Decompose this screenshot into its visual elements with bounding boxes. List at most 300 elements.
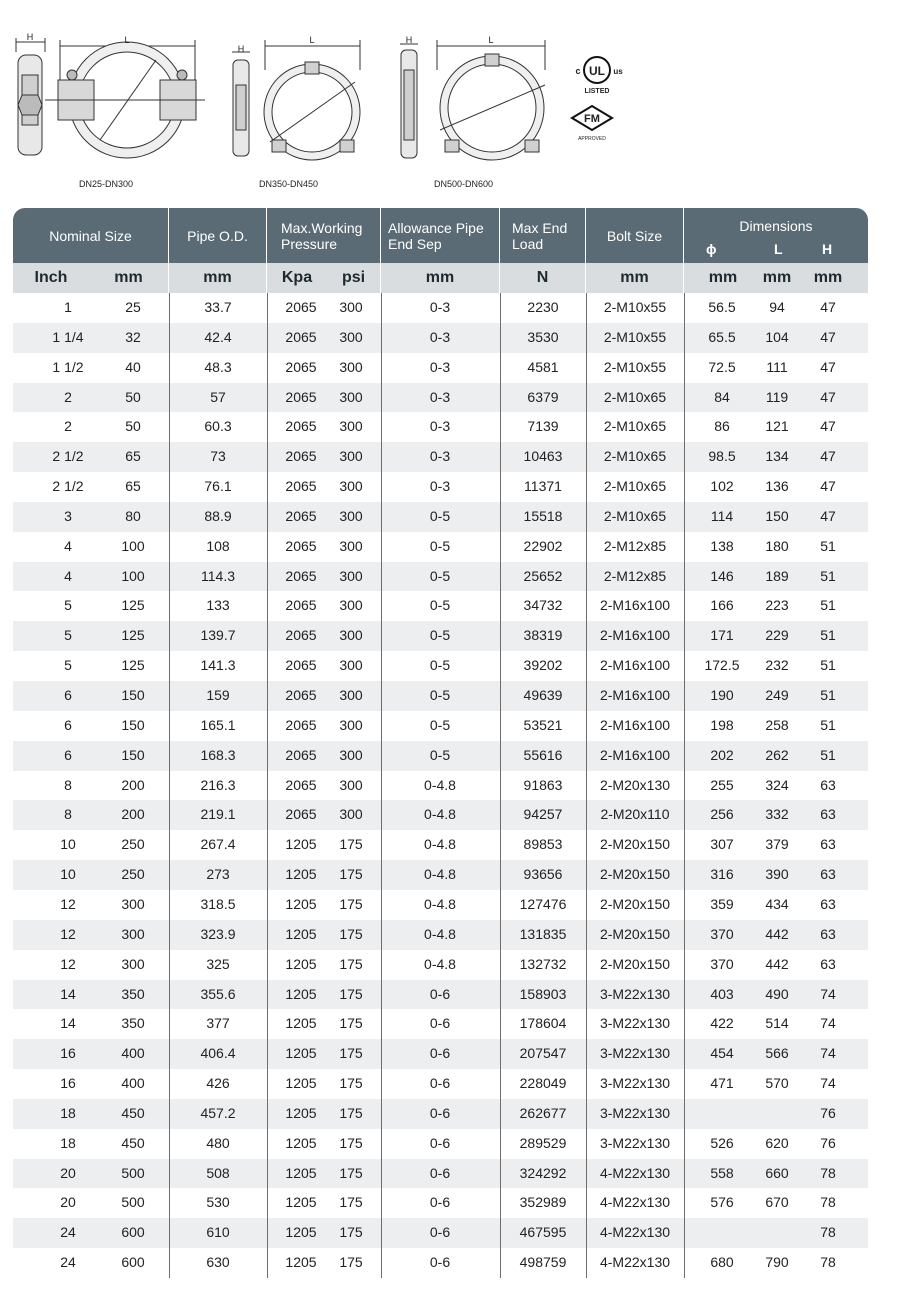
cell-kpa: 1205 <box>285 866 317 883</box>
cell-end-load: 93656 <box>523 866 563 883</box>
cell-dim-h: 47 <box>820 478 836 495</box>
cell-mm: 100 <box>121 537 145 554</box>
drawing-3-side-view <box>400 44 418 158</box>
cell-allowance: 0-6 <box>429 985 451 1002</box>
table-row <box>13 711 868 741</box>
cell-dim-h: 63 <box>820 776 836 793</box>
cell-end-load: 262677 <box>519 1104 567 1121</box>
cell-kpa: 1205 <box>285 1104 317 1121</box>
cell-dim-h: 74 <box>820 1075 836 1092</box>
cell-inch: 6 <box>64 746 72 763</box>
cell-end-load: 10463 <box>523 448 563 465</box>
cell-end-load: 39202 <box>523 657 563 674</box>
cell-kpa: 2065 <box>285 358 317 375</box>
cell-kpa: 1205 <box>285 895 317 912</box>
cell-dim-h: 76 <box>820 1134 836 1151</box>
cell-dim-l: 390 <box>765 866 789 883</box>
cell-pipe-od: 108 <box>206 537 230 554</box>
cell-inch: 2 1/2 <box>52 448 84 465</box>
cell-bolt-size: 2-M16x100 <box>599 687 671 704</box>
cell-dim-l: 514 <box>765 1015 789 1032</box>
cell-inch: 20 <box>60 1164 76 1181</box>
cell-kpa: 1205 <box>285 1164 317 1181</box>
cell-pipe-od: 355.6 <box>200 985 236 1002</box>
cell-pipe-od: 219.1 <box>200 806 236 823</box>
cell-pipe-od: 323.9 <box>200 925 236 942</box>
cell-dim-l: 490 <box>765 985 789 1002</box>
cell-dim-h: 74 <box>820 985 836 1002</box>
header-nominal-size: Nominal Size <box>13 208 169 263</box>
cell-pipe-od: 325 <box>206 955 230 972</box>
column-divider <box>684 293 685 1278</box>
cell-dim-h: 47 <box>820 448 836 465</box>
cell-end-load: 228049 <box>519 1075 567 1092</box>
dim-l-label-1: L <box>124 35 130 45</box>
cell-bolt-size: 3-M22x130 <box>599 1104 671 1121</box>
table-row <box>13 353 868 383</box>
cell-dim-l: 620 <box>765 1134 789 1151</box>
cell-bolt-size: 3-M22x130 <box>599 1075 671 1092</box>
cell-allowance: 0-3 <box>429 418 451 435</box>
cell-allowance: 0-6 <box>429 1075 451 1092</box>
cell-psi: 300 <box>339 507 363 524</box>
cell-bolt-size: 2-M16x100 <box>599 746 671 763</box>
cell-psi: 300 <box>339 299 363 315</box>
cell-mm: 250 <box>121 866 145 883</box>
cell-mm: 65 <box>125 448 141 465</box>
cell-kpa: 2065 <box>285 388 317 405</box>
fm-approved-text: APPROVED <box>578 136 606 142</box>
cell-dim-phi: 198 <box>710 716 734 733</box>
caption-dn500-dn600: DN500-DN600 <box>434 179 494 189</box>
cell-allowance: 0-6 <box>429 1224 451 1241</box>
cell-bolt-size: 2-M12x85 <box>603 537 667 554</box>
cell-dim-l: 258 <box>765 716 789 733</box>
cell-pipe-od: 610 <box>206 1224 230 1241</box>
cell-kpa: 1205 <box>285 1134 317 1151</box>
unit-nominal-mm: mm <box>89 263 169 293</box>
cell-pipe-od: 139.7 <box>200 627 236 644</box>
cell-inch: 2 1/2 <box>52 478 84 495</box>
cell-dim-phi: 422 <box>710 1015 734 1032</box>
cell-kpa: 1205 <box>285 836 317 853</box>
cell-dim-phi: 190 <box>710 687 734 704</box>
cell-allowance: 0-4.8 <box>424 866 456 883</box>
cell-bolt-size: 4-M22x130 <box>599 1164 671 1181</box>
cell-kpa: 1205 <box>285 1075 317 1092</box>
cell-allowance: 0-5 <box>429 716 451 733</box>
cell-kpa: 2065 <box>285 657 317 674</box>
cell-pipe-od: 42.4 <box>204 328 232 345</box>
cell-psi: 300 <box>339 806 363 823</box>
cell-dim-phi: 114 <box>710 507 734 524</box>
cell-pipe-od: 168.3 <box>200 746 236 763</box>
cell-kpa: 1205 <box>285 1224 317 1241</box>
cell-dim-l: 442 <box>765 955 789 972</box>
cell-kpa: 1205 <box>285 985 317 1002</box>
cell-psi: 300 <box>339 448 363 465</box>
cell-allowance: 0-5 <box>429 657 451 674</box>
cell-kpa: 2065 <box>285 478 317 495</box>
cell-dim-phi: 307 <box>710 836 734 853</box>
cell-kpa: 2065 <box>285 746 317 763</box>
cell-allowance: 0-5 <box>429 507 451 524</box>
cell-allowance: 0-4.8 <box>424 776 456 793</box>
header-allowance-line1: Allowance Pipe <box>388 219 484 236</box>
cell-inch: 5 <box>64 657 72 674</box>
cell-dim-phi: 370 <box>710 925 734 942</box>
drawing-3-front-view <box>437 40 545 160</box>
cell-bolt-size: 2-M20x150 <box>599 866 671 883</box>
cell-psi: 175 <box>339 1104 363 1121</box>
table-row <box>13 621 868 651</box>
cell-pipe-od: 114.3 <box>201 567 235 584</box>
header-mwp-line2: Pressure <box>281 235 338 252</box>
drawing-1-side-view <box>16 38 45 155</box>
cell-dim-phi: 526 <box>710 1134 734 1151</box>
cell-mm: 50 <box>125 418 141 435</box>
cell-kpa: 2065 <box>285 597 317 614</box>
table-row <box>13 741 868 771</box>
cell-end-load: 25652 <box>523 567 563 584</box>
cell-allowance: 0-5 <box>429 627 451 644</box>
cell-dim-phi: 65.5 <box>708 328 736 345</box>
cell-dim-phi: 86 <box>714 418 730 435</box>
cell-dim-phi: 102 <box>710 478 734 495</box>
cell-kpa: 2065 <box>285 716 317 733</box>
cell-pipe-od: 88.9 <box>204 507 232 524</box>
cell-inch: 8 <box>64 806 72 823</box>
table-row <box>13 771 868 801</box>
table-row <box>13 681 868 711</box>
table-row <box>13 323 868 353</box>
cell-inch: 16 <box>60 1045 76 1062</box>
caption-dn350-dn450: DN350-DN450 <box>259 179 319 189</box>
cell-dim-l: 442 <box>765 925 789 942</box>
cell-inch: 20 <box>60 1194 76 1211</box>
cell-allowance: 0-6 <box>429 1104 451 1121</box>
header-bolt-size: Bolt Size <box>586 208 684 263</box>
cell-bolt-size: 2-M16x100 <box>599 716 671 733</box>
cell-pipe-od: 141.3 <box>200 657 236 674</box>
cell-psi: 300 <box>339 328 363 345</box>
header-dimensions <box>684 208 868 263</box>
cell-dim-h: 74 <box>820 1045 836 1062</box>
cell-end-load: 498759 <box>519 1254 567 1271</box>
cell-kpa: 2065 <box>285 776 317 793</box>
cell-allowance: 0-5 <box>429 537 451 554</box>
cell-dim-phi: 138 <box>710 537 734 554</box>
cell-allowance: 0-5 <box>429 597 451 614</box>
cell-bolt-size: 4-M22x130 <box>599 1194 671 1211</box>
cell-end-load: 11371 <box>524 478 562 495</box>
cell-end-load: 94257 <box>523 806 563 823</box>
cell-bolt-size: 2-M20x150 <box>599 895 671 912</box>
cell-end-load: 131835 <box>519 925 567 942</box>
unit-allowance-mm: mm <box>381 263 500 293</box>
cell-dim-h: 47 <box>820 418 836 435</box>
dim-l-label-2: L <box>309 35 315 45</box>
cell-mm: 400 <box>121 1045 145 1062</box>
cell-mm: 100 <box>121 567 145 584</box>
ul-us-text: us <box>613 67 623 76</box>
cell-inch: 14 <box>60 1015 76 1032</box>
cell-kpa: 2065 <box>285 448 317 465</box>
cell-kpa: 1205 <box>285 1194 317 1211</box>
cell-bolt-size: 2-M10x55 <box>603 358 667 375</box>
cell-mm: 200 <box>121 806 145 823</box>
cell-allowance: 0-5 <box>429 567 451 584</box>
cell-dim-phi: 370 <box>710 955 734 972</box>
cell-dim-l: 570 <box>765 1075 789 1092</box>
dim-h-label-1: H <box>26 32 34 42</box>
cell-kpa: 2065 <box>285 806 317 823</box>
cell-pipe-od: 57 <box>210 388 226 405</box>
cell-dim-l: 660 <box>765 1164 789 1181</box>
cell-allowance: 0-3 <box>429 299 451 315</box>
cell-bolt-size: 2-M20x130 <box>599 776 671 793</box>
cell-mm: 250 <box>121 836 145 853</box>
table-row <box>13 1159 868 1189</box>
cell-end-load: 467595 <box>519 1224 567 1241</box>
header-max-working-pressure <box>267 208 381 263</box>
cell-dim-h: 63 <box>820 955 836 972</box>
cell-dim-h: 51 <box>820 567 836 584</box>
table-row <box>13 1129 868 1159</box>
cell-pipe-od: 73 <box>210 448 226 465</box>
cell-allowance: 0-3 <box>429 358 451 375</box>
cell-mm: 350 <box>121 1015 145 1032</box>
cell-inch: 24 <box>60 1254 76 1271</box>
cell-bolt-size: 2-M20x110 <box>600 806 670 823</box>
cell-end-load: 55616 <box>523 746 563 763</box>
cell-mm: 65 <box>125 478 141 495</box>
ul-listed-text: LISTED <box>584 88 610 95</box>
dim-l-label-3: L <box>488 35 494 45</box>
dim-h-label-2: H <box>237 44 245 54</box>
cell-inch: 4 <box>64 567 72 584</box>
table-row <box>13 830 868 860</box>
cell-end-load: 53521 <box>523 716 563 733</box>
cell-mm: 500 <box>121 1194 145 1211</box>
cell-dim-l: 670 <box>765 1194 789 1211</box>
cell-psi: 175 <box>339 1164 363 1181</box>
cell-dim-l: 434 <box>765 895 789 912</box>
cell-end-load: 2230 <box>527 299 559 315</box>
cell-kpa: 2065 <box>285 507 317 524</box>
cell-pipe-od: 76.1 <box>204 478 232 495</box>
cell-dim-h: 63 <box>820 895 836 912</box>
column-divider <box>500 293 501 1278</box>
cell-psi: 300 <box>339 478 363 495</box>
units-row <box>13 263 868 293</box>
cell-dim-phi: 72.5 <box>708 358 736 375</box>
table-row <box>13 1009 868 1039</box>
cell-dim-l: 94 <box>769 299 785 315</box>
header-dimensions-title: Dimensions <box>739 218 813 234</box>
cell-inch: 5 <box>64 627 72 644</box>
cell-pipe-od: 273 <box>206 866 230 883</box>
cell-dim-l: 324 <box>765 776 789 793</box>
cell-mm: 32 <box>125 328 141 345</box>
cell-pipe-od: 33.7 <box>204 299 232 315</box>
cell-kpa: 2065 <box>285 537 317 554</box>
table-header <box>13 208 868 263</box>
cell-mm: 450 <box>121 1134 145 1151</box>
cell-allowance: 0-4.8 <box>424 806 456 823</box>
cell-dim-phi: 359 <box>710 895 734 912</box>
header-max-end-load <box>500 208 586 263</box>
cell-inch: 12 <box>60 895 76 912</box>
cell-bolt-size: 4-M22x130 <box>599 1224 671 1241</box>
cell-bolt-size: 2-M10x65 <box>603 448 667 465</box>
specification-table <box>13 208 868 1278</box>
cell-allowance: 0-4.8 <box>424 895 456 912</box>
table-row <box>13 980 868 1010</box>
cell-kpa: 1205 <box>285 1045 317 1062</box>
cell-dim-l: 111 <box>766 358 788 375</box>
cell-dim-phi: 98.5 <box>708 448 736 465</box>
cell-dim-l: 232 <box>765 657 789 674</box>
cell-kpa: 1205 <box>285 1254 317 1271</box>
cell-allowance: 0-4.8 <box>424 955 456 972</box>
cell-dim-h: 78 <box>820 1254 836 1271</box>
cell-mm: 150 <box>121 716 145 733</box>
cell-inch: 1 <box>64 299 72 315</box>
cell-dim-phi: 471 <box>710 1075 734 1092</box>
cell-bolt-size: 2-M16x100 <box>599 627 671 644</box>
cell-psi: 175 <box>339 1134 363 1151</box>
table-body <box>13 293 868 1278</box>
cell-bolt-size: 2-M10x65 <box>603 388 667 405</box>
cell-mm: 300 <box>121 955 145 972</box>
cell-bolt-size: 2-M12x85 <box>603 567 667 584</box>
cell-inch: 18 <box>60 1134 76 1151</box>
cell-end-load: 22902 <box>523 537 563 554</box>
cell-psi: 175 <box>339 1015 363 1032</box>
cell-dim-phi: 171 <box>710 627 734 644</box>
fm-text: FM <box>584 113 600 125</box>
cell-pipe-od: 216.3 <box>200 776 236 793</box>
cell-pipe-od: 406.4 <box>200 1045 236 1062</box>
cell-pipe-od: 630 <box>206 1254 230 1271</box>
cell-dim-phi: 403 <box>710 985 734 1002</box>
cell-inch: 14 <box>60 985 76 1002</box>
cell-psi: 175 <box>339 836 363 853</box>
cell-dim-h: 51 <box>820 537 836 554</box>
cell-dim-h: 51 <box>820 746 836 763</box>
cell-dim-h: 47 <box>820 507 836 524</box>
cell-bolt-size: 2-M20x150 <box>599 836 671 853</box>
cell-pipe-od: 159 <box>206 687 230 704</box>
cell-dim-phi: 146 <box>710 567 734 584</box>
cell-psi: 175 <box>339 895 363 912</box>
cell-inch: 1 1/2 <box>52 358 84 375</box>
cell-inch: 12 <box>60 925 76 942</box>
cell-dim-l: 104 <box>765 328 789 345</box>
header-load-line1: Max End <box>512 219 568 236</box>
header-load-line2: Load <box>512 235 544 252</box>
cell-pipe-od: 133 <box>206 597 230 614</box>
cell-inch: 24 <box>60 1224 76 1241</box>
cell-dim-l: 332 <box>765 806 789 823</box>
cell-psi: 300 <box>339 627 363 644</box>
cell-end-load: 3530 <box>527 328 559 345</box>
unit-dim-h-mm: mm <box>813 269 843 286</box>
cell-allowance: 0-6 <box>429 1045 451 1062</box>
cell-kpa: 2065 <box>285 567 317 584</box>
cell-bolt-size: 2-M20x150 <box>599 925 671 942</box>
cell-dim-phi: 558 <box>710 1164 734 1181</box>
cell-mm: 50 <box>125 388 141 405</box>
cell-psi: 300 <box>339 657 363 674</box>
cell-dim-h: 51 <box>820 716 836 733</box>
cell-allowance: 0-5 <box>429 746 451 763</box>
unit-kpa: Kpa <box>281 269 313 286</box>
cell-dim-l: 262 <box>765 746 789 763</box>
cell-dim-h: 47 <box>820 328 836 345</box>
cell-dim-phi: 680 <box>710 1254 734 1271</box>
table-row <box>13 890 868 920</box>
cell-allowance: 0-3 <box>429 328 451 345</box>
cell-end-load: 289529 <box>519 1134 567 1151</box>
column-divider <box>267 293 268 1278</box>
header-dim-h: H <box>822 241 833 257</box>
cell-allowance: 0-4.8 <box>424 836 456 853</box>
cell-end-load: 89853 <box>523 836 563 853</box>
cell-allowance: 0-6 <box>429 1254 451 1271</box>
cell-end-load: 127476 <box>519 895 567 912</box>
table-row <box>13 651 868 681</box>
drawing-2-front-view <box>264 40 360 160</box>
cell-pipe-od: 426 <box>206 1075 230 1092</box>
cell-end-load: 38319 <box>523 627 563 644</box>
table-row <box>13 950 868 980</box>
cell-mm: 25 <box>125 299 141 315</box>
cell-dim-h: 78 <box>820 1164 836 1181</box>
cell-end-load: 324292 <box>519 1164 567 1181</box>
cell-psi: 300 <box>339 776 363 793</box>
cell-end-load: 15518 <box>523 507 563 524</box>
cell-dim-h: 47 <box>820 388 836 405</box>
cell-psi: 300 <box>339 537 363 554</box>
table-row <box>13 442 868 472</box>
cell-end-load: 178604 <box>519 1015 567 1032</box>
cell-bolt-size: 3-M22x130 <box>599 1015 671 1032</box>
cell-dim-phi: 454 <box>710 1045 734 1062</box>
cell-dim-h: 51 <box>820 657 836 674</box>
cell-dim-l: 189 <box>765 567 789 584</box>
header-dim-l: L <box>774 241 783 257</box>
table-row <box>13 591 868 621</box>
cell-psi: 175 <box>339 1075 363 1092</box>
cell-pipe-od: 480 <box>206 1134 230 1151</box>
cell-kpa: 2065 <box>285 627 317 644</box>
cell-end-load: 49639 <box>523 687 563 704</box>
cell-mm: 350 <box>121 985 145 1002</box>
table-row <box>13 532 868 562</box>
cell-dim-h: 63 <box>820 836 836 853</box>
cell-mm: 600 <box>121 1224 145 1241</box>
header-mwp-line1: Max.Working <box>281 219 363 236</box>
cell-dim-h: 63 <box>820 925 836 942</box>
cell-psi: 300 <box>339 418 363 435</box>
table-row <box>13 502 868 532</box>
table-row <box>13 1218 868 1248</box>
cell-pipe-od: 60.3 <box>204 418 232 435</box>
table-row <box>13 920 868 950</box>
cell-end-load: 207547 <box>519 1045 567 1062</box>
